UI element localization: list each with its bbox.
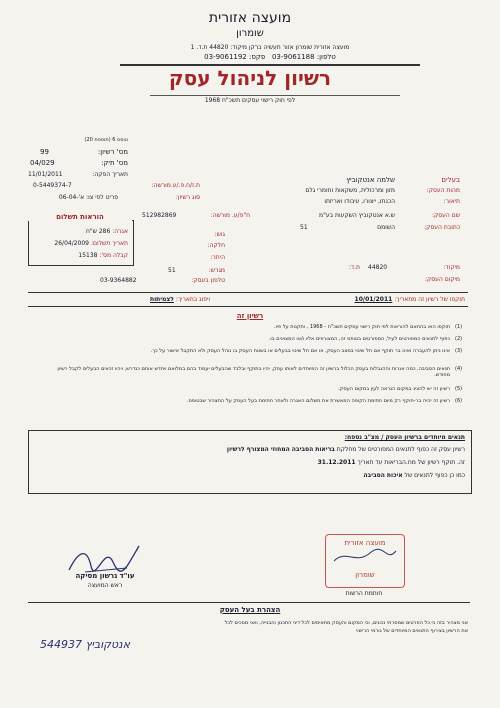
stamp-bottom-text: שומרון [355,571,375,579]
note-text: אינו ניתן להעברה ואינו בר תוקף אם חל שינוי במצב העסק, או אם חל שינוי בבעלים או בשטח העסק בו נוהל העסק ולא התקבל אישור על כך. [150,348,450,354]
address-label: כתובת העסק: [424,224,460,231]
lot-label: מגרש: [208,267,225,274]
stamp-top-text: מועצה אזורית [344,539,386,547]
special-line-1-dept: בריאות הסביבה המחוזי המצורף לרשיון [226,446,335,453]
license-number-label: מס' רשיון: [97,148,128,156]
declaration-rule [28,602,470,603]
pobox-label: ת.ד: [348,264,360,271]
street: השומם [377,224,395,231]
note-item [40,324,450,330]
company-id-label: ח"פ/ע. מורשה: [210,212,250,219]
special-line-3-prefix: כמו כן כפוף לתנאים של [404,472,465,479]
special-line-2-prefix: זה. תוקף רשיון של מח.הבריאות עד תאריך [357,459,465,466]
business-phone-label: טלפון בעסק: [191,277,225,284]
description-value: הכנתו, ייצורו, עיבודו ואריזתו [324,198,395,205]
phone-label: טלפון: [316,53,336,61]
special-line-2 [40,459,465,466]
fee-currency: ש"ח [85,228,97,235]
note-item [40,366,450,378]
permit-label: היתר: [210,254,225,261]
business-phone-row [150,277,225,284]
declaration-heading: הצהרת בעל העסק [219,606,281,614]
lot-number: 51 [168,267,176,274]
council-head-name: עו"ד גרשון מסיקה [75,572,135,580]
note-text: רשיון זה יהיה בר-תוקף רק מיום חתימת הקופה המאשרת את תשלום האגרה ולאחר חתימת בעל העסק על התצהיר שבטופס. [186,398,450,404]
validity-until: לצמיתות [150,296,174,303]
license-number: 99 [40,148,49,156]
owner-id: 0-5449374-7 [33,182,72,189]
region-name: שומרון [236,28,264,39]
council-address: מועצה אזורית שומרון אזור תעשיה ברקן מיקוד: 44820 ת.ד. 1 [190,44,350,51]
fee-row [32,228,128,235]
note-number: (6) [455,398,463,404]
note-item [40,386,450,392]
pay-date: 26/04/2009 [54,240,90,247]
special-line-1-prefix: רשיון עסק זה כפוף לתנאים המפורטים של מחלקת [336,446,465,453]
zip-value: 44820 [368,264,388,271]
validity-until-label: ויפוג בתאריך: [175,296,210,303]
special-line-2-date: 31.12.2011 [317,459,356,466]
validity-rule-bottom [28,306,468,307]
note-number: (5) [455,386,463,392]
note-item [40,348,450,354]
note-text: תוקפו הוא בהתאם להוראות לפי חוק רישוי עסקים תשכ"ח - 1968 , ותקנות על פיו. [273,324,450,330]
special-line-1 [40,446,465,453]
note-text: רשיון זה יש להציג במקום הנראה לעין במקום העסק. [338,386,450,392]
zip-label: מיקוד: [443,264,460,271]
pay-date-label: תאריך תשלום: [90,240,128,247]
validity-from-row [250,296,465,303]
special-line-3-dept: איכות הסביבה [363,472,403,479]
council-head-title: ראש המועצה [87,582,123,589]
lot-row [185,267,225,274]
council-head-signature [65,540,145,576]
fee-label: אגרה: [112,228,128,235]
declaration-text-2: את הרשיון בצירוף התנאים המיוחדים של גורמי הרישוי [356,628,468,634]
receipt-row [32,252,128,259]
receipt-value: 15138 [78,252,98,259]
stamp-caption: חותמת הרשות [345,590,383,597]
special-line-3 [40,472,465,479]
owner-handwritten-signature: אנטקוביץ 544937 [40,638,130,651]
issue-date: 11/01/2011 [28,171,63,178]
validity-rule-top [28,292,468,293]
council-stamp [325,534,405,588]
note-text: כפוף לתנאים המפורטים לעיל, המפורטים בטופס זה, המצורפים אליו ו/או המצוינים בו. [268,336,450,342]
location-label: מיקום העסק: [424,276,460,283]
validity-until-row [100,296,210,303]
note-number: (4) [455,366,463,372]
owner-label: בעלים [441,176,460,184]
payment-heading: הוראות תשלום [28,213,132,221]
title-rule-bottom [150,95,400,96]
receipt-label: קבלה מס': [99,252,128,259]
house-number: 51 [300,224,308,231]
business-name-label: שם העסק: [432,212,460,219]
contact-line [135,53,405,61]
council-name: מועצה אזורית [208,10,292,26]
note-item [40,336,450,342]
notes-heading: רשיון זה [236,312,264,320]
license-number-row [40,148,128,156]
license-type-label: סוג רשיון: [175,194,200,201]
note-number: (1) [455,324,463,330]
note-number: (2) [455,336,463,342]
license-type: פריט לפי צו: א'-06-04 [58,194,118,201]
document-title: רשיון לניהול עסק [168,66,332,90]
file-number: 04/029 [30,159,55,167]
declaration-text-1: אני מצהיר בזה כי כל הפרטים שמסרתי נכונים, וכי המקום והעסק מתאימים לכל דיני התכנון והבנייה, ואני מסכים לכל [224,620,468,626]
fax-value: 03-9061192 [204,53,247,61]
purpose-label: מהות העסק: [426,187,460,194]
note-number: (3) [455,348,463,354]
note-item [40,398,450,404]
pay-date-row [32,240,128,247]
fax-label: פקס: [249,53,266,61]
validity-from: 10/01/2011 [354,296,393,303]
special-conditions-heading: תנאים מיוחדים ברשיון העסק / מצ"ב נספח: [344,434,465,441]
form-series: טופס 6 (תוספת 20) [84,137,128,143]
phone-value: 03-9061188 [271,53,315,61]
description-label: תיאור: [443,198,460,205]
document-subtitle: לפי חוק רישוי עסקים תשכ"ח 1968 [204,97,296,104]
parcel-label: חלקה: [207,242,225,249]
stamp-signature-mark [326,547,402,567]
owner-id-label: ת.ז/ח.פ./ע.מורשה: [151,182,200,189]
note-text: תנאים הסביבה, כמה אגרות וההגבלות בעסק הכלול ברשיון זה המיוחדים לאותו עסק, יהיו בתוקף ובלבד שהבעלים יעמוד בהם במלואם ויחדש אותם כנדרש, ויהיו זכאים הבעלים לקבל רשיון מחודש. [57,366,450,378]
business-phone: 03-9364882 [100,277,137,284]
file-number-label: מס' תיק: [101,159,128,167]
owner-name: שלמה אנטקוביץ [346,176,395,184]
fee-value: 286 [98,228,111,235]
block-label: גוש: [214,231,225,238]
company-id: 512982869 [142,212,177,219]
business-name: ש.א אנטקוביץ השקעות בע"מ [319,212,395,219]
validity-from-label: תוקפו של רשיון זה מתאריך: [394,296,465,303]
issue-date-label: תאריך הפקה: [92,171,128,178]
purpose-value: מזון ומרכולית, משקאות וחומרי גלם [305,187,395,194]
